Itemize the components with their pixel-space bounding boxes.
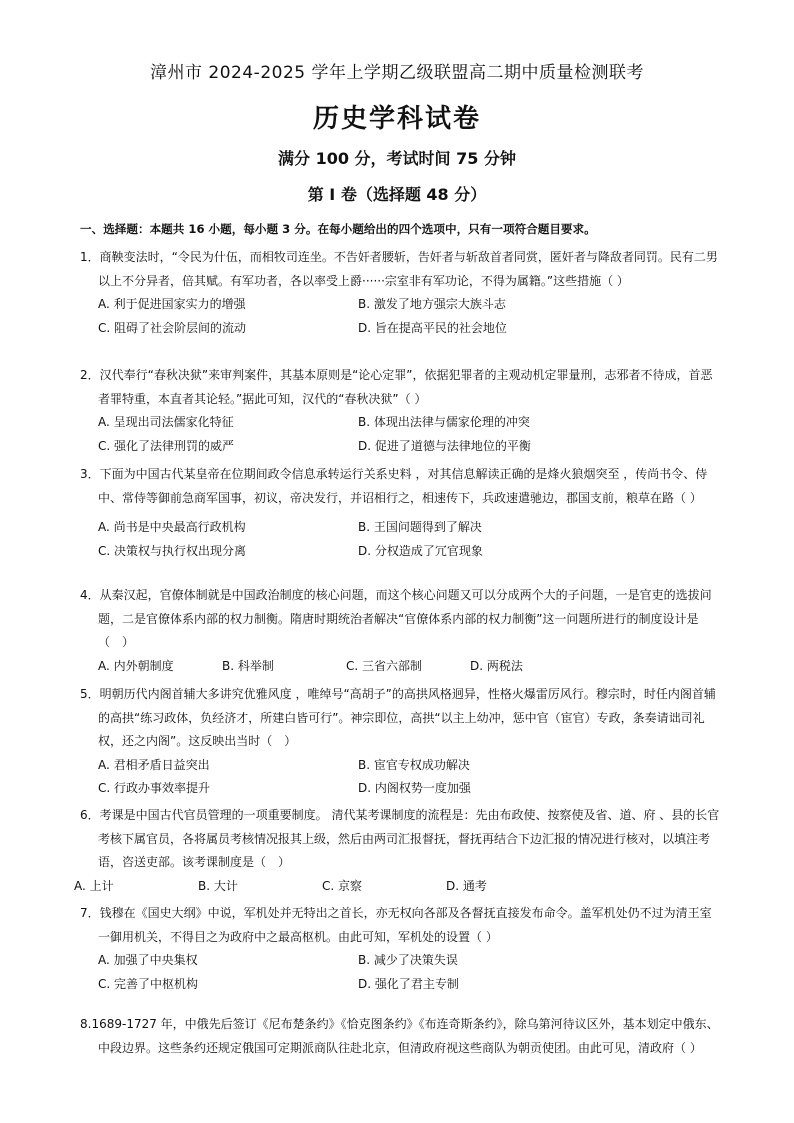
question-5 [80, 683, 720, 801]
exam-meta: 满分 100 分，考试时间 75 分钟 [278, 149, 516, 168]
option-b[interactable]: B. 体现出法律与儒家伦理的冲突 [358, 415, 530, 429]
option-a[interactable]: A. 呈现出司法儒家化特征 [98, 415, 234, 429]
question-stem [80, 246, 720, 293]
question-text: 1689-1727 年，中俄先后签订《尼布楚条约》《恰克图条约》《布连奇斯条约》，除乌第河待议区外，基本划定中俄东、中段边界。这些条约还规定俄国可定期派商队往赴北京，但清政府视这些商队为朝贡使团。由此可见，清政府（ ） [91, 1017, 719, 1055]
question-number: 8. [80, 1017, 92, 1031]
option-list [74, 875, 720, 899]
option-d[interactable]: D. 两税法 [470, 658, 523, 673]
question-6 [74, 804, 720, 898]
option-d[interactable]: D. 促进了道德与法律地位的平衡 [358, 438, 531, 453]
question-stem [80, 1013, 720, 1060]
option-b[interactable]: B. 宦官专权成功解决 [358, 757, 470, 772]
question-7 [80, 902, 720, 996]
option-d[interactable]: D. 通考 [446, 878, 487, 893]
question-number: 1． [80, 250, 100, 264]
option-c[interactable]: C. 完善了中枢机构 [98, 976, 199, 991]
section-instructions: 一、选择题：本题共 16 小题，每小题 3 分。在每小题给出的四个选项中，只有一项符合题目要求。 [80, 222, 596, 236]
option-b[interactable]: B. 减少了决策失误 [358, 953, 458, 967]
question-stem [80, 804, 720, 875]
option-a[interactable]: A. 利于促进国家实力的增强 [98, 297, 246, 311]
option-c[interactable]: C. 行政办事效率提升 [98, 781, 211, 795]
option-a[interactable]: A. 内外朝制度 [98, 658, 174, 673]
question-number: 6． [80, 808, 100, 822]
option-b[interactable]: B. 王国问题得到了解决 [358, 520, 482, 534]
question-2 [80, 364, 720, 458]
question-3 [80, 463, 720, 563]
option-list [80, 655, 720, 679]
option-b[interactable]: B. 大计 [198, 878, 238, 893]
question-text: 从秦汉起，官僚体制就是中国政治制度的核心问题，而这个核心问题又可以分成两个大的子问题，一是官吏的选拔问题，二是官僚体系内部的权力制衡。隋唐时期统治者解决“官僚体系内部的权力制衡”这一问题所进行的制度设计是（ ） [98, 588, 712, 649]
question-1 [80, 246, 720, 340]
option-b[interactable]: B. 科举制 [222, 658, 274, 673]
question-stem [80, 463, 720, 510]
option-list [80, 411, 720, 458]
exam-name: 漳州市 2024-2025 学年上学期乙级联盟高二期中质量检测联考 [150, 63, 644, 83]
part-title: 第 I 卷（选择题 48 分） [307, 185, 487, 204]
option-list [80, 754, 720, 801]
question-text: 钱穆在《国史大纲》中说，军机处并无特出之首长，亦无权向各部及各督抚直接发布命令。盖军机处仍不过为清王室一御用机关，不得目之为政府中之最高枢机。由此可知，军机处的设置（ ） [98, 906, 712, 944]
question-stem [80, 902, 720, 949]
question-text: 明朝历代内阁首辅大多讲究优雅风度 ，唯绰号“高胡子”的高拱风格迥异，性格火爆雷厉风行。穆宗时，时任内阁首辅的高拱“练习政体，负经济才，所建白皆可行”。神宗即位，高拱“以主上幼冲，惩中官（宦官）专政，条奏请诎司礼权，还之内阁”。这反映出当时（ ） [98, 687, 716, 748]
question-8 [80, 1013, 720, 1060]
question-text: 考课是中国古代官员管理的一项重要制度。 清代某考课制度的流程是：先由布政使、按察使及省、道、府 、县的长官考核下属官员，各将属员考核情况报其上级，然后由两司汇报督抚，督抚再结合下边汇报的情况进行核对，以填注考语，咨送吏部。该考课制度是（ ） [98, 808, 720, 869]
question-text: 下面为中国古代某皇帝在位期间政令信息承转运行关系史料 ，对其信息解读正确的是烽火狼烟突至 ，传尚书令、侍中、常侍等御前急商军国事，初议，帝决发行，并诏相行之，相速传下，兵政速遣驰边，郡国支前，粮草在路（ ） [98, 467, 708, 505]
option-c[interactable]: C. 决策权与执行权出现分离 [98, 543, 247, 558]
question-number: 3． [80, 467, 100, 481]
option-c[interactable]: C. 阻碍了社会阶层间的流动 [98, 320, 247, 335]
question-stem [80, 584, 720, 655]
option-b[interactable]: B. 激发了地方强宗大族斗志 [358, 297, 506, 311]
option-d[interactable]: D. 分权造成了冗官现象 [358, 543, 483, 558]
question-stem [80, 683, 720, 754]
question-4 [80, 584, 720, 678]
option-d[interactable]: D. 内阁权势一度加强 [358, 781, 471, 795]
option-a[interactable]: A. 上计 [74, 878, 114, 893]
question-text: 商鞅变法时，“令民为什伍，而相牧司连坐。不告奸者腰斩，告奸者与斩敌首者同赏，匿奸者与降敌者同罚。民有二男以上不分异者，倍其赋。有军功者，各以率受上爵······宗室非有军功论，不得为属籍。”这些措施（ ） [98, 250, 718, 288]
question-number: 4． [80, 588, 100, 602]
option-d[interactable]: D. 旨在提高平民的社会地位 [358, 320, 507, 335]
option-list [80, 516, 720, 563]
option-a[interactable]: A. 加强了中央集权 [98, 953, 198, 967]
option-d[interactable]: D. 强化了君主专制 [358, 976, 459, 991]
question-number: 5． [80, 687, 100, 701]
subject-title: 历史学科试卷 [312, 104, 481, 134]
option-c[interactable]: C. 强化了法律刑罚的威严 [98, 438, 235, 453]
question-number: 7． [80, 906, 100, 920]
question-text: 汉代奉行“春秋决狱”来审判案件，其基本原则是“论心定罪”，依据犯罪者的主观动机定罪量刑，志邪者不待成，首恶者罪特重，本直者其论轻。”据此可知，汉代的“春秋决狱”（ ） [98, 368, 713, 406]
option-c[interactable]: C. 三省六部制 [346, 658, 423, 673]
option-list [80, 949, 720, 996]
question-number: 2． [80, 368, 100, 382]
option-a[interactable]: A. 尚书是中央最高行政机构 [98, 520, 246, 534]
option-c[interactable]: C. 京察 [322, 878, 363, 893]
option-list [80, 293, 720, 340]
option-a[interactable]: A. 君相矛盾日益突出 [98, 757, 210, 772]
question-stem [80, 364, 720, 411]
